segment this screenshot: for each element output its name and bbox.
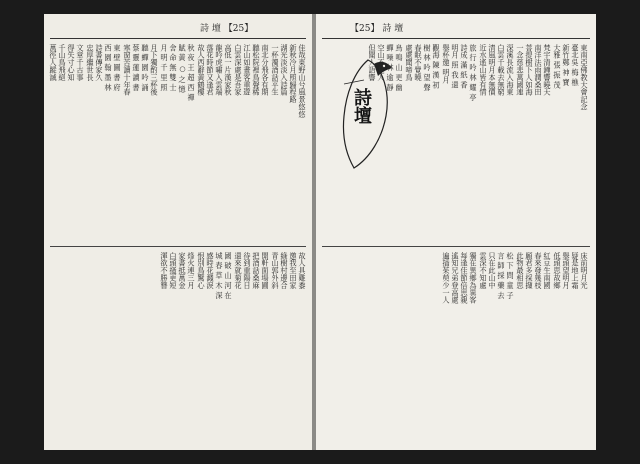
poem-line: 新竹鄭 神 寶 — [562, 44, 571, 86]
poem-line: 龍吟虎嘯入雲端 — [215, 44, 224, 96]
poem-line: 松 下 問 童 子 — [506, 252, 515, 299]
poem-line: 獨在異鄉為異客 — [469, 252, 478, 304]
poem-block — [197, 252, 232, 444]
right-header-rule — [322, 38, 590, 39]
right-page — [316, 14, 596, 450]
poem-line: 家書抵萬金 — [178, 252, 187, 289]
poem-line: 舉頭望明月 — [562, 252, 571, 289]
poem-line: 深溪長流入海東 — [506, 44, 515, 96]
poem-block — [271, 44, 306, 242]
poem-block — [553, 44, 588, 242]
poem-line: 願君多採擷 — [525, 252, 534, 289]
poem-line: 城 春 草 木 深 — [215, 252, 224, 299]
poem-block — [234, 252, 269, 444]
poem-block — [442, 44, 477, 242]
poem-block — [368, 44, 403, 242]
poem-line: 白雲千載去無窮 — [497, 44, 506, 96]
poem-line: 舉杯邀 明月 — [442, 44, 451, 84]
left-header-label: 詩 壇 — [200, 24, 221, 34]
poem-block — [553, 252, 588, 444]
poem-block — [123, 44, 158, 242]
poem-block — [271, 252, 306, 444]
poem-line: 月 明 千 里 照 — [160, 44, 169, 91]
poem-line: 月下獨酌三杯後 — [150, 44, 159, 96]
poem-block — [479, 252, 514, 444]
poem-line: 文章千古事 — [76, 44, 85, 81]
poem-line: 千山鳥飛絕 — [58, 44, 67, 81]
poem-line: 寒窗苦讀十年春 — [123, 44, 132, 96]
poem-line: 聽 蟬 園 吟 誦 — [141, 44, 150, 91]
poem-line: 忠厚繼世長 — [86, 44, 95, 81]
poem-line: 南北分飛各有期 — [261, 44, 270, 96]
poem-line: 江山如畫客重遊 — [243, 44, 252, 96]
poem-line: 國 破 山 河 在 — [224, 252, 233, 299]
poem-block — [86, 44, 121, 242]
poem-line: 聽松院裡鳥聲稀 — [252, 44, 261, 96]
poem-line: 疑是地上霜 — [571, 252, 580, 289]
poem-line: 低頭思故鄉 — [553, 252, 562, 289]
poem-line: 菩提樹下人如海 — [525, 44, 534, 96]
poem-block — [160, 252, 195, 444]
poem-block — [516, 252, 551, 444]
poem-line: 此物最相思 — [516, 252, 525, 289]
poem-line: 得失寸心知 — [67, 44, 76, 81]
poem-line: 雲深不知處 — [479, 252, 488, 289]
poem-line: 落花時節又逢君 — [206, 44, 215, 96]
poem-line: 大雅 張 振 茂 — [553, 44, 562, 89]
right-bottom-columns — [442, 252, 588, 444]
right-header-label: 詩 壇 — [382, 24, 404, 34]
poem-line: 只在此山中 — [488, 252, 497, 289]
poetry-column-title: 詩壇 — [351, 88, 372, 124]
poem-block — [479, 44, 514, 242]
poem-line: 感時花濺淚 — [206, 252, 215, 289]
poem-line: 一念慈悲萬國連 — [516, 44, 525, 96]
poem-block — [516, 44, 551, 242]
poem-line: 遙知兄弟登高處 — [451, 252, 460, 304]
poem-block — [442, 252, 477, 444]
right-header-page-number: 【25】 — [350, 24, 380, 34]
left-page-header — [200, 20, 253, 38]
poem-line: 臺北吳 梅 樵 — [571, 44, 580, 86]
poem-line: 烽火連三月 — [187, 252, 196, 289]
left-section-divider — [50, 246, 306, 247]
poem-line: 青山郭外斜 — [271, 252, 280, 289]
poem-line: 萬徑人蹤滅 — [49, 44, 58, 81]
left-header-page-number: 【25】 — [223, 24, 254, 34]
poem-line: 待到重陽日 — [243, 252, 252, 289]
poem-line: 紅豆生南國 — [543, 252, 552, 289]
left-header-rule — [50, 38, 306, 39]
poem-line: 秋 夜 王 超 西 禪 — [187, 44, 196, 101]
poem-line: 高低一片漢家秋 — [224, 44, 233, 96]
poem-line: 把酒話桑麻 — [252, 252, 261, 289]
poem-line: 佳哉東野山兮風景悠悠 — [298, 44, 307, 118]
poem-line: 每逢佳節倍思親 — [460, 252, 469, 304]
poem-line: 東 壁 圖 書 府 — [113, 44, 122, 91]
poem-block — [49, 44, 84, 242]
poem-line: 春眠不覺曉 — [414, 44, 423, 81]
poem-line: 空山不見人 — [377, 44, 386, 81]
right-top-columns — [368, 44, 589, 242]
poem-line: 新秋冷月照歸程路 — [289, 44, 298, 104]
poem-line: 故人西辭黃鶴樓 — [197, 44, 206, 96]
poem-line: 樹 林 吟 望 聲 — [423, 44, 432, 91]
poem-line: 綠樹村邊合 — [280, 252, 289, 289]
poem-line: 清風明月本無價 — [488, 44, 497, 96]
poem-line: 詩成 滿 紙 香 — [460, 44, 469, 89]
poem-line: 詩書傳家久 — [95, 44, 104, 81]
poem-line: 遍插茱萸少一人 — [442, 252, 451, 304]
poem-line: 渾欲不勝簪 — [160, 252, 169, 289]
poem-line: 開軒面場圃 — [261, 252, 270, 289]
poem-line: 近水遙山皆有情 — [479, 44, 488, 96]
poem-line: 明月 照 我 還 — [451, 44, 460, 89]
poem-line: 邀我至田家 — [289, 252, 298, 289]
poem-line: 床前明月光 — [580, 252, 589, 289]
poem-line: 南洋法雨潤桑田 — [534, 44, 543, 96]
poem-line: 東南亞佛教大會記念 — [580, 44, 589, 111]
left-top-columns — [49, 44, 306, 242]
poem-line: 蔡 靈 蓮 讀 書 — [132, 44, 141, 91]
poem-line: 觀海 陳 漢 初 — [432, 44, 441, 89]
poem-line: 一杯濁酒話平生 — [271, 44, 280, 96]
poem-line: 春來發幾枝 — [534, 252, 543, 289]
poem-line: 賦 黃 ○ 之 憶 — [178, 44, 187, 93]
poem-block — [234, 44, 269, 242]
poem-line: 處處聞啼鳥 — [405, 44, 414, 81]
poem-line: 故人具雞黍 — [298, 252, 307, 289]
poem-line: 但聞人語響 — [368, 44, 377, 81]
poem-block — [197, 44, 232, 242]
poem-line: 湖光淡淡入詩篇 — [280, 44, 289, 96]
right-page-header — [350, 20, 403, 38]
poem-line: 蟬 噪 林 逾 靜 — [386, 44, 395, 91]
poem-line: 白雲深處是吾家 — [234, 44, 243, 96]
right-section-divider — [322, 246, 590, 247]
poem-line: 鳥 鳴 山 更 幽 — [395, 44, 404, 91]
poem-line: 旅 行 吟 林 耀 亭 — [469, 44, 478, 101]
poem-line: 還來就菊花 — [234, 252, 243, 289]
poem-line: 西 園 翰 墨 林 — [104, 44, 113, 91]
poem-block — [160, 44, 195, 242]
poem-block — [405, 44, 440, 242]
poem-line: 舍 命 無 雙 士 — [169, 44, 178, 91]
left-bottom-columns — [160, 252, 306, 444]
poem-line: 言 師 採 藥 去 — [497, 252, 506, 299]
poem-line: 梵宇清鐘響曉天 — [543, 44, 552, 96]
poem-line: 恨別鳥驚心 — [197, 252, 206, 289]
left-page — [44, 14, 312, 450]
poem-line: 白頭搔更短 — [169, 252, 178, 289]
